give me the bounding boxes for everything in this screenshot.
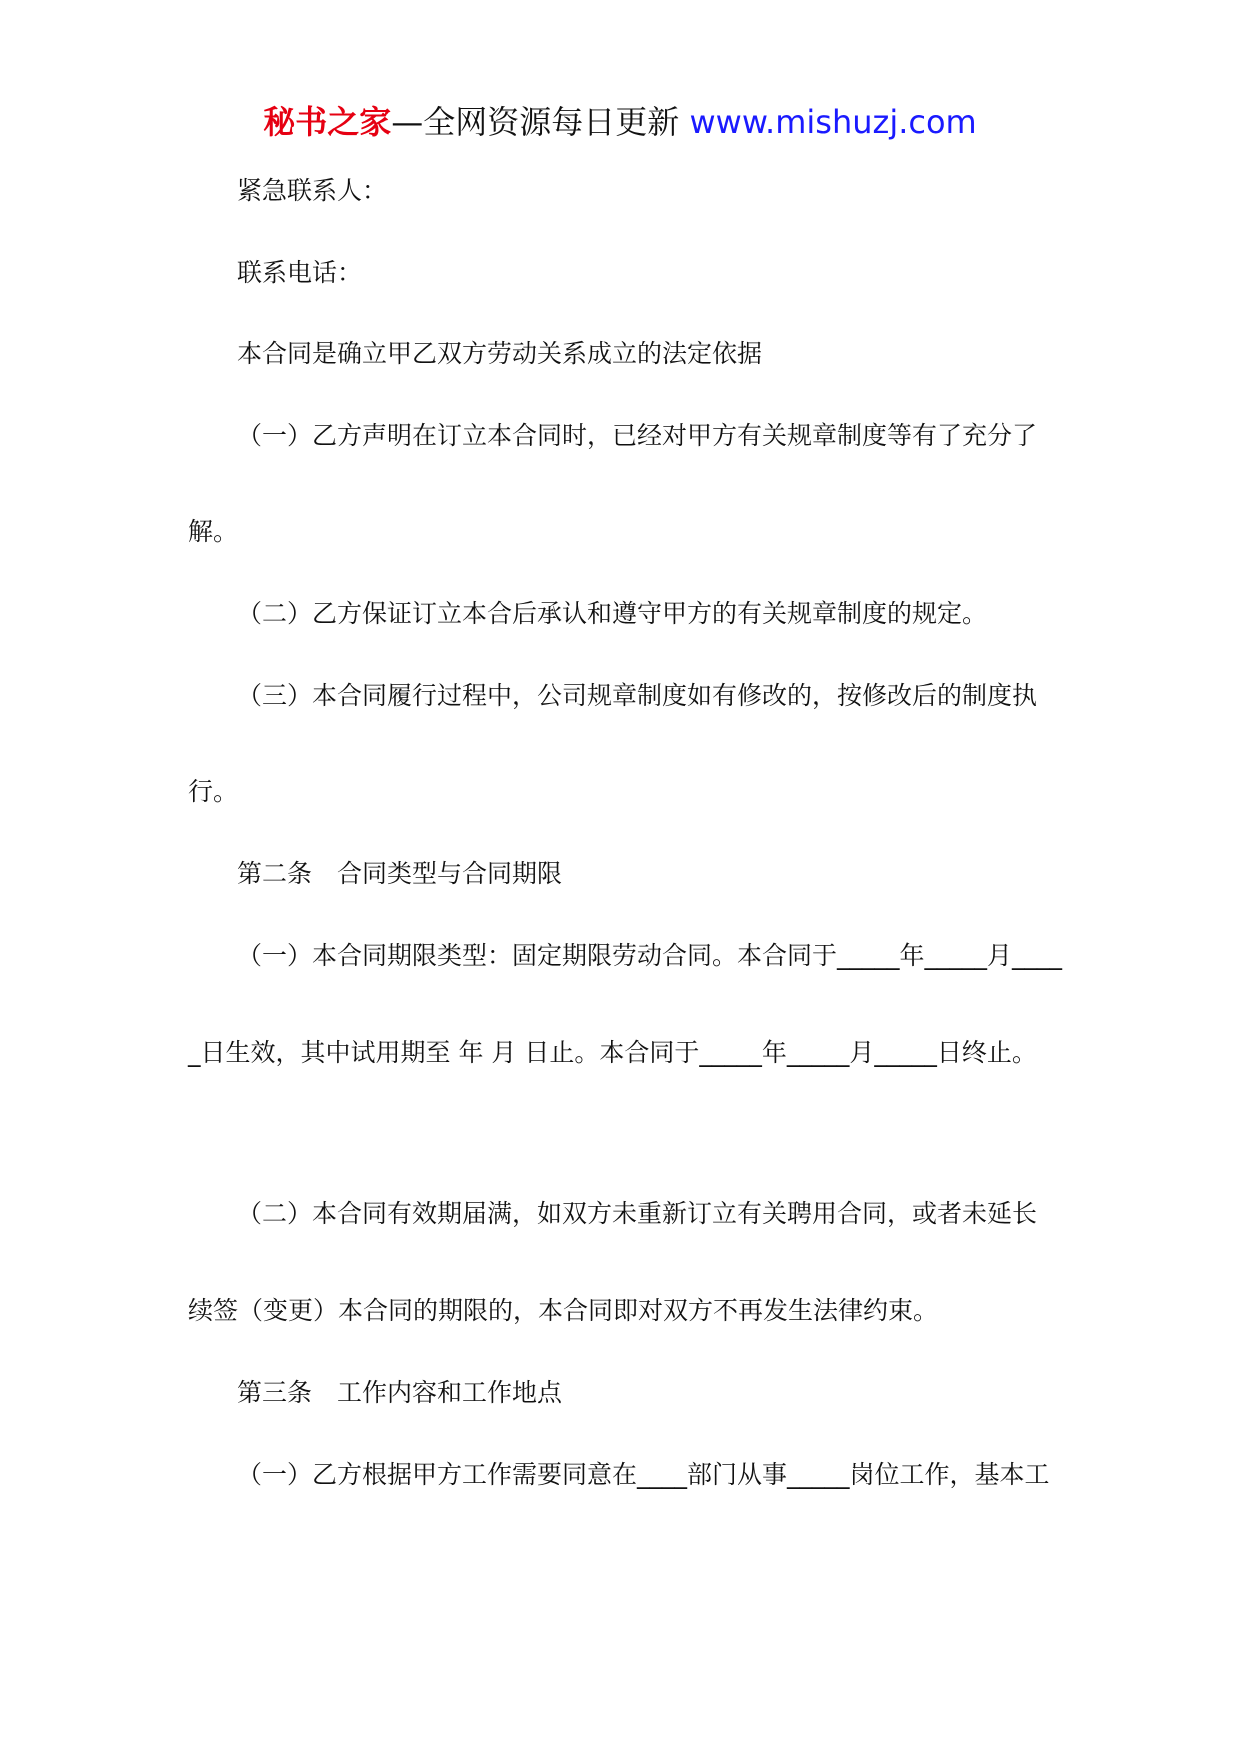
- legal-basis-paragraph: 本合同是确立甲乙双方劳动关系成立的法定依据: [237, 339, 763, 368]
- site-brand: 秘书之家: [263, 103, 392, 141]
- clause-1-1-line-1: （一）乙方声明在订立本合同时，已经对甲方有关规章制度等有了充分了: [237, 421, 1038, 450]
- site-slogan: —全网资源每日更新: [391, 103, 690, 141]
- clause-1-3-line-1: （三）本合同履行过程中，公司规章制度如有修改的，按修改后的制度执: [237, 681, 1038, 710]
- contact-phone-line: 联系电话：: [237, 258, 363, 287]
- article-3-heading: 第三条 工作内容和工作地点: [237, 1378, 563, 1407]
- clause-2-2-line-2: 续签（变更）本合同的期限的，本合同即对双方不再发生法律约束。: [188, 1296, 939, 1325]
- article-2-heading: 第二条 合同类型与合同期限: [237, 859, 563, 888]
- page-header: [0, 100, 1240, 144]
- clause-1-1-line-2: 解。: [188, 517, 239, 546]
- emergency-contact-line: 紧急联系人：: [237, 176, 388, 205]
- clause-3-1-line-1: （一）乙方根据甲方工作需要同意在____部门从事_____岗位工作，基本工: [237, 1460, 1050, 1489]
- site-url-link[interactable]: www.mishuzj.com: [689, 103, 977, 141]
- clause-1-2: （二）乙方保证订立本合后承认和遵守甲方的有关规章制度的规定。: [237, 599, 988, 628]
- clause-2-2-line-1: （二）本合同有效期届满，如双方未重新订立有关聘用合同，或者未延长: [237, 1199, 1038, 1228]
- clause-1-3-line-2: 行。: [188, 777, 239, 806]
- clause-2-1-line-1: （一）本合同期限类型：固定期限劳动合同。本合同于_____年_____月____: [237, 941, 1063, 970]
- clause-2-1-line-2: _日生效，其中试用期至 年 月 日止。本合同于_____年_____月_____日终止。: [188, 1038, 1037, 1067]
